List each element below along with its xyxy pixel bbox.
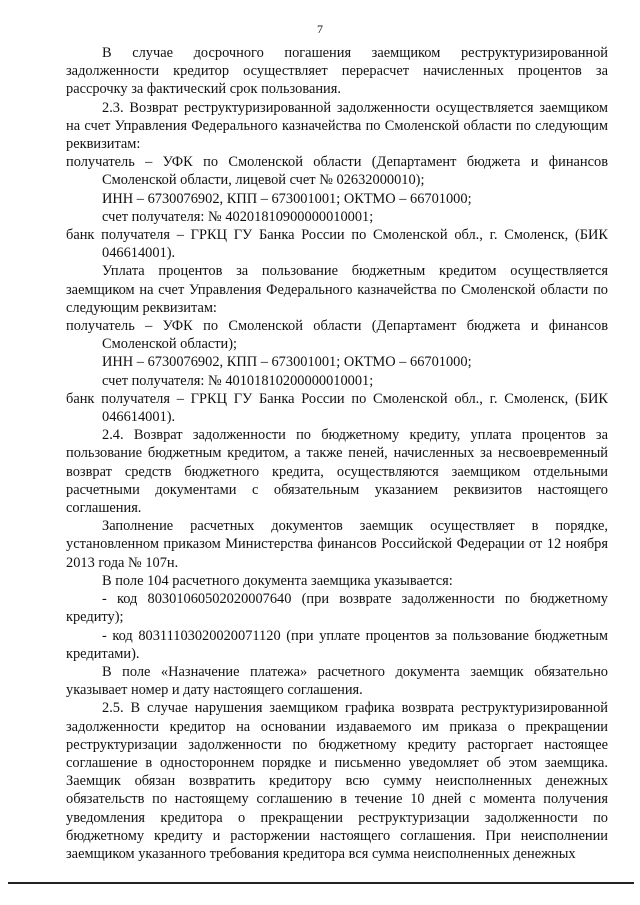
recipient-bank-line: банк получателя – ГРКЦ ГУ Банка России по Смоленской обл., г. Смоленск, (БИК 046614001). bbox=[66, 227, 608, 262]
paragraph-2-3-repayment-account: 2.3. Возврат реструктуризированной задолженности осуществляется заемщиком на счет Управления Федерального казначейства по Смоленской области по следующим реквизитам: bbox=[66, 99, 608, 153]
recipient-line: получатель – УФК по Смоленской области (Департамент бюджета и финансов Смоленской области, лицевой счет № 02632000010); bbox=[66, 154, 608, 189]
document-body bbox=[66, 44, 608, 863]
paragraph-2-4-separate-documents: 2.4. Возврат задолженности по бюджетному кредиту, уплата процентов за пользование бюджетным кредитом, а также пеней, начисленных за несвоевременный возврат средств бюджетного кредита, осуществляются заемщиком отдельными расчетными документами с обязательным указанием реквизитов настоящего соглашения. bbox=[66, 427, 608, 517]
recipient-line: получатель – УФК по Смоленской области (Департамент бюджета и финансов Смоленской области); bbox=[66, 318, 608, 353]
paragraph-2-5-termination: 2.5. В случае нарушения заемщиком графика возврата реструктуризированной задолженности кредитор на основании издаваемого им приказа о прекращении реструктуризации задолженности по бюджетному кредиту расторгает настоящее соглашение в одностороннем порядке и письменно уведомляет об этом заемщика. Заемщик обязан возвратить кредитору всю сумму неисполненных денежных обязательств по настоящему соглашению в течение 10 дней с момента получения уведомления кредитора о прекращении реструктуризации задолженности по бюджетному кредиту и расторжении настоящего соглашения. При неисполнении заемщиком указанного требования кредитора вся сумма неисполненных денежных bbox=[66, 700, 608, 862]
inn-kpp-oktmo-line: ИНН – 6730076902, КПП – 673001001; ОКТМО – 66701000; bbox=[102, 354, 472, 371]
paragraph-early-repayment: В случае досрочного погашения заемщиком реструктуризированной задолженности кредитор осуществляет перерасчет начисленных процентов за рассрочку за фактический срок пользования. bbox=[66, 45, 608, 98]
recipient-bank-line: банк получателя – ГРКЦ ГУ Банка России по Смоленской обл., г. Смоленск, (БИК 046614001). bbox=[66, 390, 608, 426]
page-bottom-rule bbox=[8, 882, 634, 884]
code-debt-repayment: - код 80301060502020007640 (при возврате задолженности по бюджетному кредиту); bbox=[66, 591, 608, 626]
recipient-account-line: счет получателя: № 40201810900000010001; bbox=[102, 208, 374, 225]
paragraph-field-104: В поле 104 расчетного документа заемщика указывается: bbox=[102, 572, 453, 589]
code-interest-payment: - код 80311103020020071120 (при уплате процентов за пользование бюджетным кредитами). bbox=[66, 627, 608, 662]
page-number: 7 bbox=[317, 22, 323, 36]
paragraph-interest-payment: Уплата процентов за пользование бюджетным кредитом осуществляется заемщиком на счет Управления Федерального казначейства по Смоленской области по следующим реквизитам: bbox=[66, 263, 608, 316]
paragraph-payment-purpose: В поле «Назначение платежа» расчетного документа заемщик обязательно указывает номер и дату настоящего соглашения. bbox=[66, 663, 608, 699]
inn-kpp-oktmo-line: ИНН – 6730076902, КПП – 673001001; ОКТМО – 66701000; bbox=[102, 190, 472, 207]
paragraph-filling-order: Заполнение расчетных документов заемщик осуществляет в порядке, установленном приказом Министерства финансов Российской Федерации от 12 ноября 2013 года № 107н. bbox=[66, 518, 608, 571]
recipient-account-line: счет получателя: № 40101810200000010001; bbox=[102, 372, 374, 389]
